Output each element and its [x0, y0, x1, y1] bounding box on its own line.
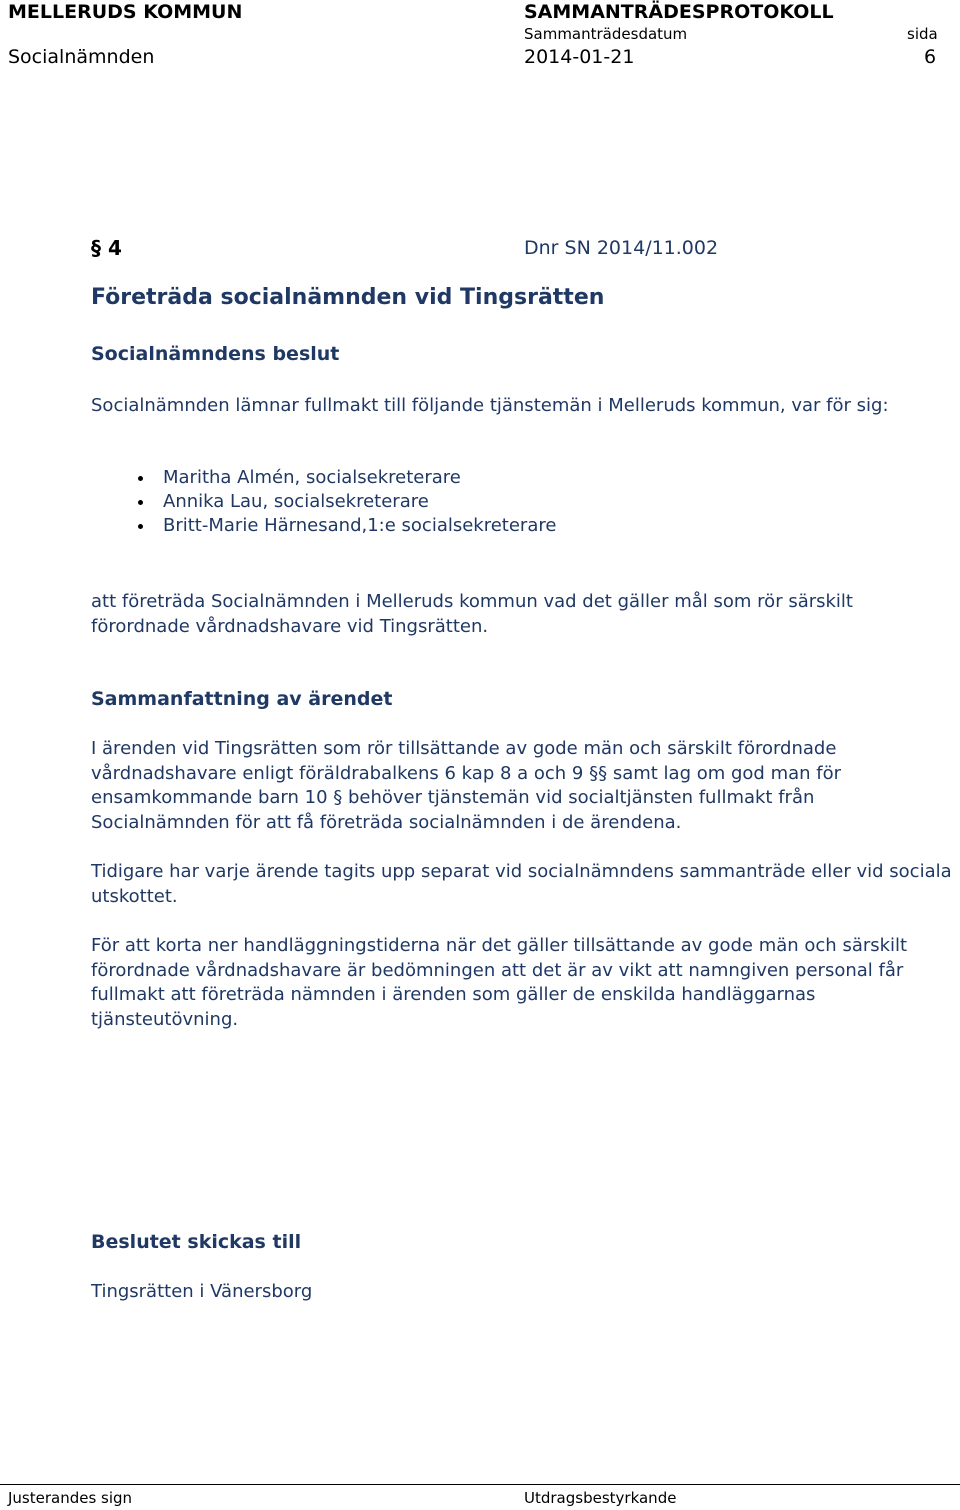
person-list: [138, 466, 556, 538]
summary-paragraph-3: För att korta ner handläggningstiderna när det gäller tillsättande av gode män och särskilt förordnade vårdnadshavare är bedömningen att det är av vikt att namngiven personal får fullmakt att företräda nämnden i ärenden som gäller de enskilda handläggarnas tjänsteutövning.: [91, 935, 908, 1030]
paragraph-number: § 4: [91, 236, 122, 260]
summary-heading: Sammanfattning av ärendet: [91, 688, 393, 710]
decision-heading: Socialnämndens beslut: [91, 343, 340, 365]
date-label: Sammanträdesdatum: [524, 25, 688, 43]
decision-purpose: att företräda Socialnämnden i Melleruds kommun vad det gäller mål som rör särskilt förordnade vårdnadshavare vid Tingsrätten.: [91, 591, 853, 637]
summary-paragraph-1: I ärenden vid Tingsrätten som rör tillsättande av gode män och särskilt förordnade vårdnadshavare enligt föräldrabalkens 6 kap 8 a och 9 §§ samt lag om god man för ensamkommande barn 10 § behöver tjänstemän vid socialtjänsten fullmakt från Socialnämnden för att få företräda socialnämnden i de ärendena.: [91, 738, 842, 833]
distribution-recipient: Tingsrätten i Vänersborg: [91, 1281, 313, 1302]
committee-name: Socialnämnden: [8, 46, 155, 68]
diary-number: Dnr SN 2014/11.002: [524, 237, 719, 259]
municipality-name: MELLERUDS KOMMUN: [8, 1, 243, 23]
list-item: Britt-Marie Härnesand,1:e socialsekreterare: [138, 514, 556, 538]
footer-certification: Utdragsbestyrkande: [524, 1489, 677, 1507]
page-number: 6: [924, 46, 937, 68]
footer-divider: [0, 1484, 960, 1485]
protocol-title: SAMMANTRÄDESPROTOKOLL: [524, 1, 834, 23]
decision-intro: Socialnämnden lämnar fullmakt till följande tjänstemän i Melleruds kommun, var för sig:: [91, 395, 889, 416]
distribution-heading: Beslutet skickas till: [91, 1231, 302, 1253]
page-label: sida: [907, 25, 938, 43]
item-title: Företräda socialnämnden vid Tingsrätten: [91, 285, 605, 310]
list-item: Annika Lau, socialsekreterare: [138, 490, 556, 514]
meeting-date: 2014-01-21: [524, 46, 635, 68]
list-item: Maritha Almén, socialsekreterare: [138, 466, 556, 490]
footer-justification: Justerandes sign: [8, 1489, 133, 1507]
summary-paragraph-2: Tidigare har varje ärende tagits upp separat vid socialnämndens sammanträde eller vid sociala utskottet.: [91, 861, 952, 907]
